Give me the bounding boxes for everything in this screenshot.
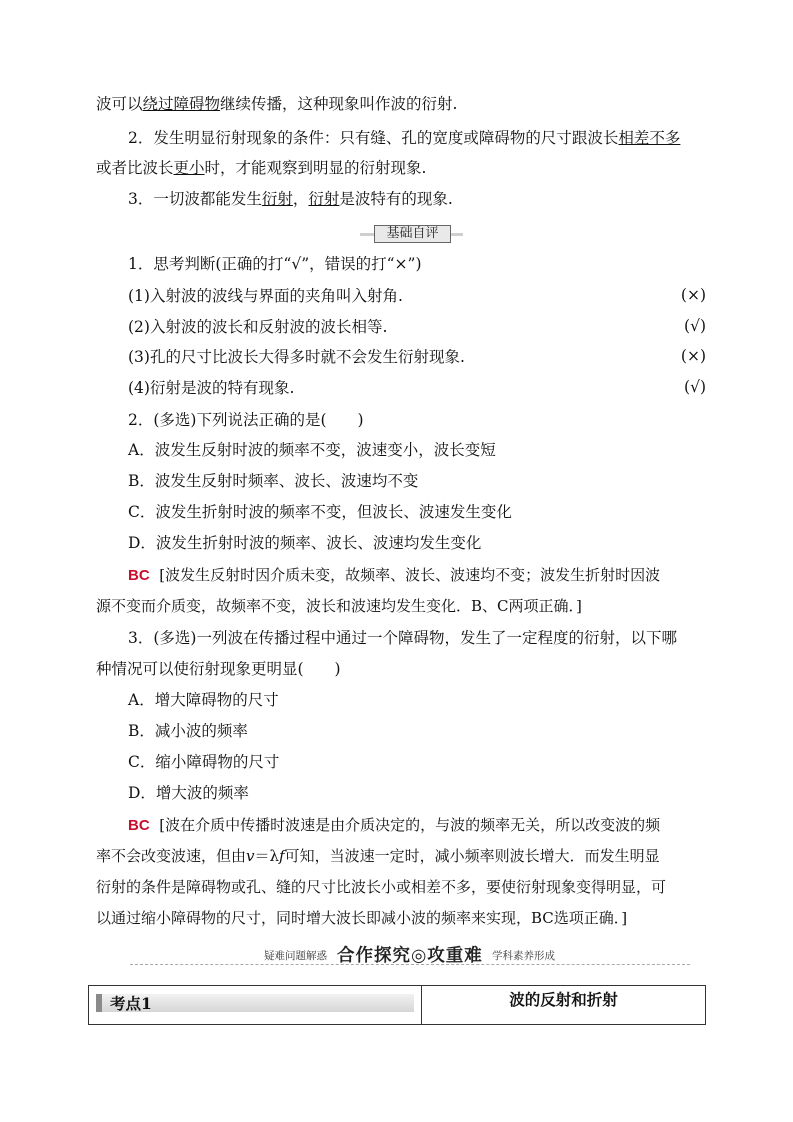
q1-title: 1．思考判断(正确的打“√”，错误的打“×”): [128, 255, 422, 273]
q1-mark: (√): [684, 317, 706, 335]
topic-table: [88, 985, 706, 1025]
q3-option-a: A．增大障碍物的尺寸: [128, 691, 279, 709]
q2-explanation-line-2: 源不变而介质变，故频率不变，波长和波速均发生变化．B、C两项正确．]: [96, 597, 582, 615]
q1-item: (1)入射波的波线与界面的夹角叫入射角.: [128, 287, 403, 305]
q1-item: (2)入射波的波长和反射波的波长相等.: [128, 318, 388, 336]
q3-title-line-2: 种情况可以使衍射现象更明显( ): [96, 660, 341, 678]
q3-option-d: D．增大波的频率: [128, 784, 249, 802]
q2-option-a: A．波发生反射时波的频率不变，波速变小，波长变短: [128, 441, 496, 459]
divider-right-text: 学科素养形成: [492, 950, 555, 962]
topic-label: 考点1: [110, 994, 152, 1013]
q3-option-b: B．减小波的频率: [128, 722, 248, 740]
q1-mark: (×): [680, 286, 706, 304]
concept-line-1: 波可以绕过障碍物继续传播，这种现象叫作波的衍射.: [96, 95, 458, 113]
divider-left-text: 疑难问题解惑: [264, 950, 327, 962]
q1-item: (3)孔的尺寸比波长大得多时就不会发生衍射现象.: [128, 348, 465, 366]
q2-option-b: B．波发生反射时频率、波长、波速均不变: [128, 472, 419, 490]
concept-line-3: 或者比波长更小时，才能观察到明显的衍射现象.: [96, 159, 427, 177]
section-divider: [130, 946, 690, 966]
concept-line-2: 2．发生明显衍射现象的条件：只有缝、孔的宽度或障碍物的尺寸跟波长相差不多: [128, 129, 681, 147]
q3-explanation-line-4: 以通过缩小障碍物的尺寸，同时增大波长即减小波的频率来实现，BC选项正确．]: [96, 909, 628, 927]
q2-option-c: C．波发生折射时波的频率不变，但波长、波速发生变化: [128, 503, 512, 521]
q3-answer: BC: [128, 817, 150, 834]
q3-explanation-line-2: 率不会改变波速，但由v＝λf可知，当波速一定时，减小频率则波长增大．而发生明显: [96, 847, 660, 865]
q3-title-line-1: 3．(多选)一列波在传播过程中通过一个障碍物，发生了一定程度的衍射，以下哪: [128, 629, 677, 647]
q1-mark: (×): [680, 347, 706, 365]
q2-option-d: D．波发生折射时波的频率、波长、波速均发生变化: [128, 534, 482, 552]
q3-option-c: C．缩小障碍物的尺寸: [128, 753, 280, 771]
q2-answer: BC: [128, 567, 150, 584]
section-badge-label: 基础自评: [374, 225, 451, 243]
q1-item: (4)衍射是波的特有现象.: [128, 379, 295, 397]
divider-main-text: 合作探究◎攻重难: [337, 946, 483, 966]
concept-line-4: 3．一切波都能发生衍射，衍射是波特有的现象.: [128, 190, 453, 208]
q2-explanation-line-1: BC [波发生反射时因介质未变，故频率、波长、波速均不变；波发生折射时因波: [128, 566, 661, 584]
q2-title: 2．(多选)下列说法正确的是( ): [128, 411, 364, 429]
section-badge: [360, 224, 463, 244]
topic-title: 波的反射和折射: [509, 991, 618, 1009]
q3-explanation-line-1: BC [波在介质中传播时波速是由介质决定的，与波的频率无关，所以改变波的频: [128, 816, 661, 834]
q3-explanation-line-3: 衍射的条件是障碍物或孔、缝的尺寸比波长小或相差不多，要使衍射现象变得明显，可: [96, 878, 667, 896]
topic-label-cell: [89, 986, 422, 1024]
q1-mark: (√): [684, 378, 706, 396]
